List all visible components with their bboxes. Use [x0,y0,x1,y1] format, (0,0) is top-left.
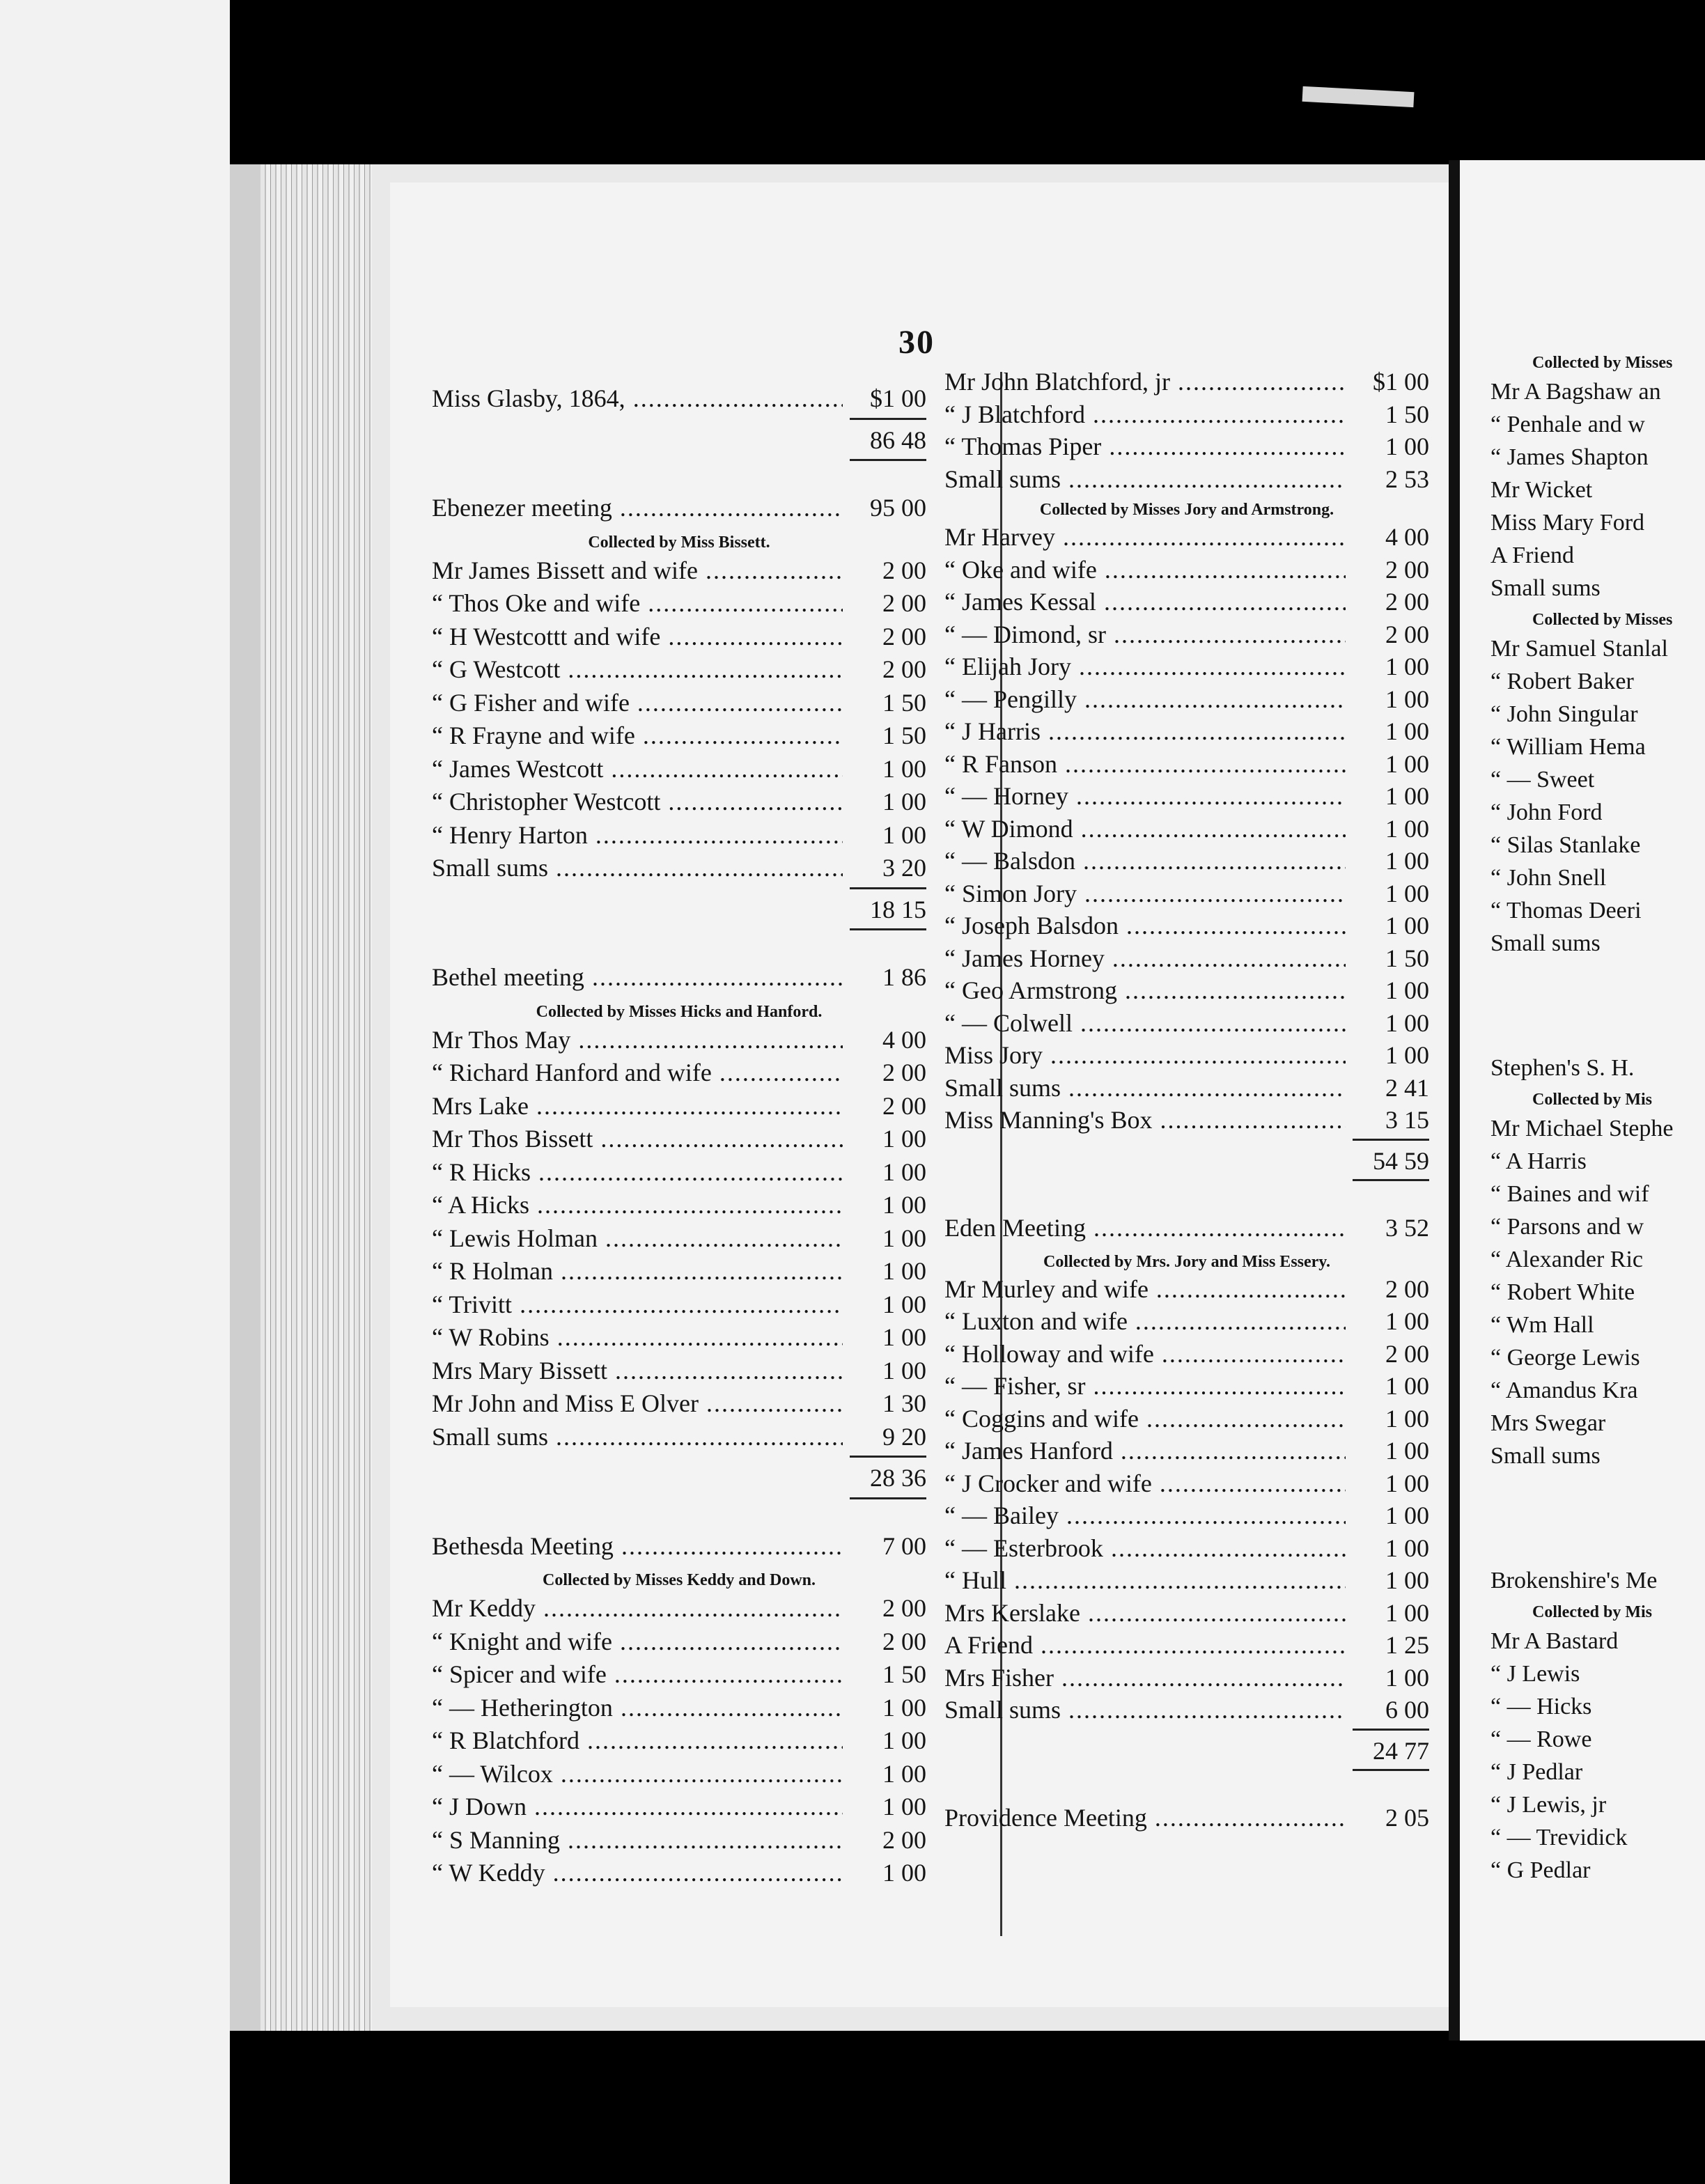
entry-label: Mr Murley and wife ..... [944,1272,1346,1306]
entry-amount: 1 50 [882,1660,926,1688]
total-rule [1353,1769,1429,1771]
subtotal-row [432,893,926,926]
collector-note: Collected by Misses [1532,611,1673,629]
entry-label: “ R Fanson ..... [944,747,1346,781]
meeting-row [944,1204,1429,1242]
entry-amount: 1 50 [1385,400,1429,428]
entry-amount: 1 00 [1385,717,1429,746]
entry-label: “ James Horney ..... [944,942,1346,975]
donor-row [944,974,1429,1007]
entry-label: “ R Hicks ..... [432,1155,843,1189]
total-rule [1353,1729,1429,1731]
entry-amount: 2 05 [1385,1804,1429,1832]
donor-row [432,1320,926,1354]
donor-row [432,1790,926,1823]
entry-amount: 1 00 [882,1224,926,1252]
donor-row: A Friend [1490,543,1574,568]
entry-label: “ — Bailey ..... [944,1499,1346,1532]
collector-note: Collected by Misses [1532,354,1673,372]
entry-label: “ Holloway and wife ..... [944,1337,1346,1371]
donor-row: “ — Hicks [1490,1694,1592,1719]
entry-amount: 1 00 [1385,1008,1429,1037]
entry-label: Bethesda Meeting ..... [432,1529,843,1563]
total-rule [850,1497,926,1499]
collector-note: Collected by Mis [1532,1091,1652,1109]
entry-label: Small sums ..... [432,851,843,884]
donor-row [944,1071,1429,1105]
entry-amount: 2 00 [882,589,926,617]
entry-label: “ — Colwell ..... [944,1006,1346,1040]
entry-label: “ R Blatchford ..... [432,1724,843,1757]
entry-amount: 4 00 [1385,523,1429,552]
entry-amount: 2 00 [882,1825,926,1854]
donor-row [432,1222,926,1255]
donor-row [432,382,926,415]
donor-row: “ — Sweet [1490,767,1595,793]
meeting-row [432,953,926,991]
entry-amount: 1 00 [1385,847,1429,875]
donor-row: “ William Hema [1490,734,1646,760]
collector-note: Collected by Miss Bissett. [588,533,770,552]
donor-row [432,851,926,884]
donor-row [432,1625,926,1658]
donor-row: “ George Lewis [1490,1345,1640,1371]
entry-label: “ Hull ..... [944,1563,1346,1597]
entry-label: “ R Holman ..... [432,1254,843,1288]
collector-note: Collected by Misses Keddy and Down. [542,1571,816,1589]
entry-amount: 1 00 [1385,653,1429,681]
entry-label: Bethel meeting ..... [432,960,843,994]
donor-row [944,553,1429,586]
entry-amount: 1 00 [1385,1469,1429,1497]
donor-row: “ — Rowe [1490,1726,1592,1752]
donor-row: “ J Pedlar [1490,1759,1583,1785]
entry-label: “ Luxton and wife ..... [944,1304,1346,1338]
entry-label: “ James Hanford ..... [944,1434,1346,1467]
donor-row: Brokenshire's Me [1490,1568,1658,1593]
donor-row [944,1103,1429,1137]
donor-row [432,1288,926,1321]
entry-label: Small sums ..... [944,462,1346,496]
entry-amount: $1 00 [1373,368,1429,396]
donor-row [944,1006,1429,1040]
entry-label: Mrs Mary Bissett ..... [432,1354,843,1387]
donor-row: Mr A Bagshaw an [1490,379,1661,405]
donor-row [944,398,1429,431]
entry-label: Eden Meeting ..... [944,1211,1346,1245]
entry-amount: 3 15 [1385,1106,1429,1134]
donor-row [944,1272,1429,1306]
donor-row [432,1056,926,1089]
entry-label: Mr James Bissett and wife ..... [432,554,843,587]
entry-amount: 1 00 [882,1793,926,1820]
entry-label: “ W Keddy ..... [432,1856,843,1889]
entry-amount: 2 00 [1385,1339,1429,1368]
paper-scrap [1302,86,1415,107]
donor-row [944,942,1429,975]
entry-label: A Friend ..... [944,1628,1346,1662]
donor-row [944,1304,1429,1338]
page-edges [260,164,372,2031]
donor-row [432,1658,926,1691]
entry-label: “ R Frayne and wife ..... [432,719,843,752]
donor-row [944,1531,1429,1565]
entry-amount: 1 30 [882,1389,926,1417]
donor-row: Mr Samuel Stanlal [1490,636,1668,662]
entry-amount: 1 00 [882,788,926,816]
donor-row [944,1563,1429,1597]
entry-amount: 1 00 [1385,879,1429,907]
entry-label: “ W Robins ..... [432,1320,843,1354]
entry-amount: 2 00 [882,622,926,650]
donor-row [944,715,1429,748]
donor-row [944,1596,1429,1630]
entry-label: “ — Fisher, sr ..... [944,1369,1346,1403]
subtotal-row [944,1144,1429,1178]
donor-row [944,520,1429,554]
entry-amount: 1 00 [1385,749,1429,778]
entry-amount: 2 00 [882,1091,926,1120]
entry-label: Mr John and Miss E Olver ..... [432,1387,843,1420]
entry-amount: 1 00 [1385,432,1429,460]
entry-label: Mrs Lake ..... [432,1089,843,1123]
entry-label: “ James Kessal ..... [944,585,1346,618]
entry-label: “ — Pengilly ..... [944,682,1346,716]
entry-label: “ J Blatchford ..... [944,398,1346,431]
donor-row [432,1823,926,1857]
entry-amount: 1 00 [882,1726,926,1754]
total-rule [1353,1139,1429,1141]
meeting-row [432,484,926,522]
entry-label: Mr Thos May ..... [432,1023,843,1056]
entry-label: “ J Down ..... [432,1790,843,1823]
total-rule [1353,1179,1429,1181]
entry-amount: 2 41 [1385,1073,1429,1102]
entry-amount: 1 00 [882,1257,926,1285]
donor-row [944,779,1429,813]
donor-row: “ John Singular [1490,701,1638,727]
donor-row [432,1122,926,1155]
entry-label: “ Christopher Westcott ..... [432,785,843,818]
donor-row: Mr Wicket [1490,477,1593,503]
entry-amount: 1 86 [882,963,926,991]
donor-row: “ Parsons and w [1490,1214,1644,1240]
entry-amount: 1 00 [1385,912,1429,940]
donor-row [944,1402,1429,1435]
entry-label: “ J Harris ..... [944,715,1346,748]
donor-row [432,1354,926,1387]
entry-label: “ James Westcott ..... [432,752,843,786]
donor-row: “ Alexander Ric [1490,1247,1644,1272]
donor-row [944,650,1429,683]
entry-label: “ — Esterbrook ..... [944,1531,1346,1565]
entry-label: Small sums ..... [944,1071,1346,1105]
donor-row [432,785,926,818]
scan-background-left [0,0,230,2184]
entry-amount: 1 00 [1385,814,1429,843]
donor-row: “ Silas Stanlake [1490,832,1641,858]
entry-amount: 1 00 [1385,1598,1429,1627]
donor-row [432,1089,926,1123]
entry-amount: 1 00 [1385,1307,1429,1336]
entry-amount: 2 00 [1385,588,1429,616]
entry-label: “ G Westcott ..... [432,653,843,686]
donor-row: Small sums [1490,1443,1601,1469]
donor-row [432,752,926,786]
entry-amount: 2 00 [1385,620,1429,648]
entry-label: “ J Crocker and wife ..... [944,1467,1346,1500]
entry-amount: 2 00 [882,1059,926,1086]
entry-amount: 2 00 [882,655,926,683]
donor-row: “ John Ford [1490,800,1603,825]
donor-row [432,1188,926,1222]
donor-row [944,1467,1429,1500]
entry-amount: 1 00 [1385,1566,1429,1595]
entry-amount: 1 00 [1385,685,1429,713]
total-rule [850,928,926,930]
donor-row [944,877,1429,910]
donor-row [944,844,1429,878]
entry-label: “ Trivitt ..... [432,1288,843,1321]
entry-amount: 3 20 [882,854,926,882]
entry-amount: 1 00 [882,1693,926,1722]
entry-amount: 18 15 [870,895,926,923]
entry-amount: 1 00 [882,754,926,783]
entry-amount: 2 00 [882,1594,926,1622]
entry-label: “ A Hicks ..... [432,1188,843,1222]
donor-row [432,586,926,620]
entry-label: “ — Wilcox ..... [432,1757,843,1791]
donor-row [432,1757,926,1791]
entry-label: Miss Manning's Box ..... [944,1103,1346,1137]
donor-row [944,1499,1429,1532]
meeting-row [432,1522,926,1560]
donor-row [944,747,1429,781]
donor-row: Small sums [1490,930,1601,956]
entry-amount: 1 00 [1385,1437,1429,1465]
entry-amount: $1 00 [870,384,926,412]
entry-amount: 2 00 [1385,555,1429,584]
donor-row: “ Robert Baker [1490,669,1634,694]
donor-row: “ John Snell [1490,865,1607,891]
entry-label: “ Coggins and wife ..... [944,1402,1346,1435]
entry-amount: 1 00 [882,1859,926,1887]
donor-row [432,1254,926,1288]
entry-amount: 28 36 [870,1464,926,1492]
donor-row: “ Penhale and w [1490,412,1645,437]
entry-label: “ — Balsdon ..... [944,844,1346,878]
entry-label: Mrs Fisher ..... [944,1661,1346,1694]
entry-amount: 86 48 [870,426,926,454]
entry-label: “ Thos Oke and wife ..... [432,586,843,620]
entry-label: “ Elijah Jory ..... [944,650,1346,683]
entry-label: Ebenezer meeting ..... [432,491,843,524]
donor-row [432,1387,926,1420]
donor-row [944,430,1429,463]
donor-row: “ Baines and wif [1490,1181,1649,1207]
entry-label: “ Simon Jory ..... [944,877,1346,910]
donor-row [944,1369,1429,1403]
entry-label: “ W Dimond ..... [944,812,1346,845]
collector-note: Collected by Mrs. Jory and Miss Essery. [1043,1252,1330,1271]
entry-label: “ Spicer and wife ..... [432,1658,843,1691]
entry-amount: 1 00 [882,1759,926,1788]
donor-row [944,1434,1429,1467]
donor-row [944,1661,1429,1694]
entry-label: Mr Harvey ..... [944,520,1346,554]
entry-amount: 1 50 [882,722,926,749]
donor-row [944,462,1429,496]
donor-row: “ Wm Hall [1490,1312,1594,1338]
entry-amount: 1 00 [1385,1534,1429,1562]
entry-amount: 2 00 [882,556,926,584]
entry-label: “ G Fisher and wife ..... [432,686,843,719]
donor-row: Stephen's S. H. [1490,1055,1635,1081]
meeting-row [944,1794,1429,1832]
entry-label: “ — Hetherington ..... [432,1691,843,1724]
donor-row [432,818,926,852]
entry-amount: 1 50 [1385,944,1429,972]
entry-amount: 95 00 [870,494,926,522]
entry-label: Small sums ..... [432,1420,843,1453]
donor-row: Small sums [1490,575,1601,601]
donor-row [432,719,926,752]
entry-amount: 1 00 [1385,976,1429,1005]
donor-row [944,585,1429,618]
donor-row [944,909,1429,942]
entry-amount: 1 50 [882,688,926,717]
entry-amount: 54 59 [1373,1146,1429,1175]
donor-row: “ A Harris [1490,1148,1587,1174]
entry-label: “ Oke and wife ..... [944,553,1346,586]
donor-row [432,1023,926,1056]
donor-row [944,1337,1429,1371]
donor-row [432,1691,926,1724]
entry-label: Miss Glasby, 1864, ..... [432,382,843,415]
donor-row: Miss Mary Ford [1490,510,1645,536]
subtotal-row [432,1461,926,1495]
entry-amount: 6 00 [1385,1696,1429,1724]
entry-label: “ S Manning ..... [432,1823,843,1857]
entry-label: “ — Horney ..... [944,779,1346,813]
entry-amount: 1 00 [882,1323,926,1351]
donor-row [432,1155,926,1189]
collector-note: Collected by Mis [1532,1603,1652,1621]
donor-row: Mrs Swegar [1490,1410,1606,1436]
entry-amount: 7 00 [882,1531,926,1560]
entry-label: “ — Dimond, sr ..... [944,618,1346,651]
donor-row [432,1591,926,1625]
entry-label: “ Henry Harton ..... [432,818,843,852]
donor-row: “ J Lewis [1490,1661,1580,1687]
entry-label: Mr Keddy ..... [432,1591,843,1625]
entry-label: Miss Jory ..... [944,1038,1346,1072]
donor-row [944,365,1429,398]
entry-amount: 3 52 [1385,1214,1429,1242]
donor-row [944,618,1429,651]
entry-label: Mrs Kerslake ..... [944,1596,1346,1630]
donor-row: “ Thomas Deeri [1490,898,1642,923]
donor-row [432,1856,926,1889]
entry-label: “ Knight and wife ..... [432,1625,843,1658]
entry-label: Mr John Blatchford, jr ..... [944,365,1346,398]
donor-row [944,1628,1429,1662]
entry-label: Providence Meeting ..... [944,1801,1346,1834]
donor-row [432,620,926,653]
entry-amount: 4 00 [882,1025,926,1054]
entry-amount: 1 00 [1385,1663,1429,1692]
page-number: 30 [898,324,935,361]
entry-amount: 2 00 [1385,1274,1429,1303]
subtotal-row [944,1734,1429,1768]
entry-amount: 24 77 [1373,1736,1429,1765]
entry-label: “ Joseph Balsdon ..... [944,909,1346,942]
donor-row: “ Robert White [1490,1279,1635,1305]
donor-row [432,1420,926,1453]
entry-amount: 1 00 [882,1356,926,1384]
entry-amount: 1 00 [1385,1502,1429,1530]
collector-note: Collected by Misses Jory and Armstrong. [1039,501,1334,519]
entry-amount: 1 00 [882,1290,926,1318]
entry-amount: 1 00 [1385,1372,1429,1401]
donor-row [432,1724,926,1757]
donor-row [944,682,1429,716]
entry-amount: 9 20 [882,1422,926,1451]
entry-amount: 1 00 [882,820,926,849]
entry-amount: 1 00 [1385,782,1429,811]
donor-row: “ — Trevidick [1490,1825,1628,1850]
book-cover-edge [230,164,260,2031]
subtotal-row [432,423,926,457]
entry-amount: 1 25 [1385,1631,1429,1660]
donor-row [432,686,926,719]
donor-row: “ G Pedlar [1490,1857,1591,1883]
entry-label: “ Geo Armstrong ..... [944,974,1346,1007]
entry-amount: 1 00 [1385,1041,1429,1070]
entry-label: Small sums ..... [944,1693,1346,1726]
entry-amount: 2 53 [1385,465,1429,493]
entry-amount: 2 00 [882,1627,926,1655]
total-rule [850,887,926,889]
entry-amount: 1 00 [882,1191,926,1219]
total-rule [850,459,926,461]
entry-label: “ Lewis Holman ..... [432,1222,843,1255]
entry-amount: 1 00 [882,1125,926,1153]
donor-row: Mr A Bastard [1490,1628,1619,1654]
donor-row [944,812,1429,845]
entry-label: “ Richard Hanford and wife ..... [432,1056,843,1089]
entry-label: “ Thomas Piper ..... [944,430,1346,463]
donor-row: “ Amandus Kra [1490,1378,1638,1403]
total-rule [850,1456,926,1458]
entry-label: Mr Thos Bissett ..... [432,1122,843,1155]
entry-label: “ H Westcottt and wife ..... [432,620,843,653]
entry-amount: 1 00 [882,1157,926,1186]
donor-row [432,554,926,587]
donor-row [944,1693,1429,1726]
collector-note: Collected by Misses Hicks and Hanford. [536,1002,823,1021]
total-rule [850,418,926,420]
donor-row: “ James Shapton [1490,444,1649,470]
donor-row [432,653,926,686]
entry-amount: 1 00 [1385,1404,1429,1433]
donor-row: Mr Michael Stephe [1490,1116,1674,1141]
donor-row [944,1038,1429,1072]
donor-row: “ J Lewis, jr [1490,1792,1607,1818]
